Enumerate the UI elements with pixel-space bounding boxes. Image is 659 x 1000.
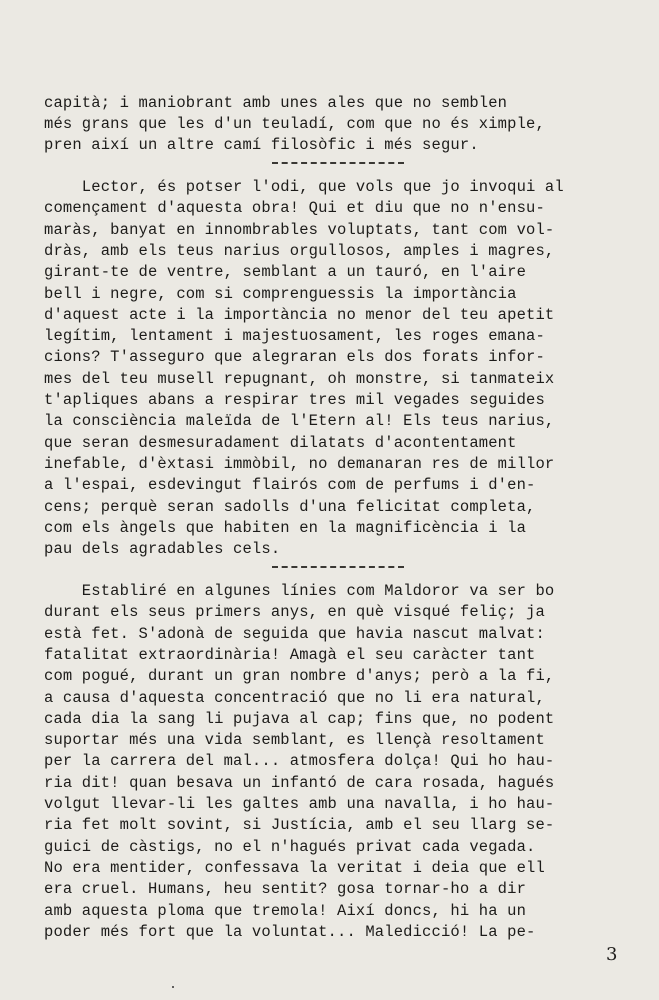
text-line: girant-te de ventre, semblant a un tauró, en l'aire [44, 263, 527, 282]
text-line: cada dia la sang li pujava al cap; fins que, no podent [44, 709, 555, 728]
text-line: com pogué, durant un gran nombre d'anys; però a la fi, [44, 667, 555, 686]
text-line: per la carrera del mal... atmosfera dolça! Qui ho hau- [44, 752, 555, 771]
text-line: més grans que les d'un teuladí, com que no és ximple, [44, 115, 545, 133]
section-separator [272, 566, 404, 568]
text-line: capità; i maniobrant amb unes ales que no semblen [44, 94, 508, 112]
text-line: durant els seus primers anys, en què visqué feliç; ja [44, 603, 545, 622]
text-line: dràs, amb els teus narius orgullosos, amples i magres, [44, 241, 555, 260]
text-line: bell i negre, com si comprenguessis la importància [44, 284, 517, 303]
text-line: cions? T'asseguro que alegraran els dos forats infor- [44, 348, 545, 367]
text-line: fatalitat extraordinària! Amagà el seu caràcter tant [44, 645, 536, 664]
page-number: 3 [606, 944, 618, 965]
text-line: era cruel. Humans, heu sentit? gosa tornar-ho a dir [44, 880, 527, 899]
text-line: Lector, és potser l'odi, que vols que jo invoqui al [44, 178, 564, 196]
text-line: amb aquesta ploma que tremola! Així doncs, hi ha un [44, 901, 527, 920]
text-line: ria dit! quan besava un infantó de cara rosada, hagués [44, 773, 555, 792]
text-line: pren així un altre camí filosòfic i més segur. [44, 136, 479, 154]
text-line: a l'espai, esdevingut flairós com de perfums i d'en- [44, 476, 536, 495]
text-line: guici de càstigs, no el n'hagués privat cada vegada. [44, 837, 536, 856]
text-line: mes del teu musell repugnant, oh monstre, si tanmateix [44, 369, 555, 388]
text-line: pau dels agradables cels. [44, 540, 281, 559]
text-line: començament d'aquesta obra! Qui et diu que no n'ensu- [44, 199, 545, 218]
text-line: poder més fort que la voluntat... Maledicció! La pe- [44, 922, 536, 941]
text-line: t'apliques abans a respirar tres mil vegades seguides [44, 391, 545, 409]
text-line: la consciència maleïda de l'Etern al! Els teus narius, [44, 412, 555, 431]
text-line: que seran desmesuradament dilatats d'acontentament [44, 433, 517, 452]
text-line: està fet. S'adonà de seguida que havia nascut malvat: [44, 624, 545, 643]
text-line: com els àngels que habiten en la magnificència i la [44, 518, 527, 537]
text-line: ria fet molt sovint, si Justícia, amb el seu llarg se- [44, 816, 555, 835]
text-line: No era mentider, confessava la veritat i deia que ell [44, 858, 545, 877]
section-separator [272, 162, 404, 164]
text-line: maràs, banyat en innombrables voluptats, tant com vol- [44, 220, 555, 239]
text-line: d'aquest acte i la importància no menor del teu apetit [44, 305, 555, 324]
text-line: inefable, d'èxtasi immòbil, no demanaran res de millor [44, 454, 555, 473]
text-line: suportar més una vida semblant, es llençà resoltament [44, 731, 545, 750]
text-line: a causa d'aquesta concentració que no li era natural, [44, 688, 545, 707]
text-line: volgut llevar-li les galtes amb una navalla, i ho hau- [44, 795, 555, 813]
text-line: legítim, lentament i majestuosament, les roges emana- [44, 327, 545, 346]
ink-speck [172, 986, 174, 988]
text-line: Establiré en algunes línies com Maldoror va ser bo [44, 582, 555, 600]
text-line: cens; perquè seran sadolls d'una felicitat completa, [44, 497, 536, 516]
